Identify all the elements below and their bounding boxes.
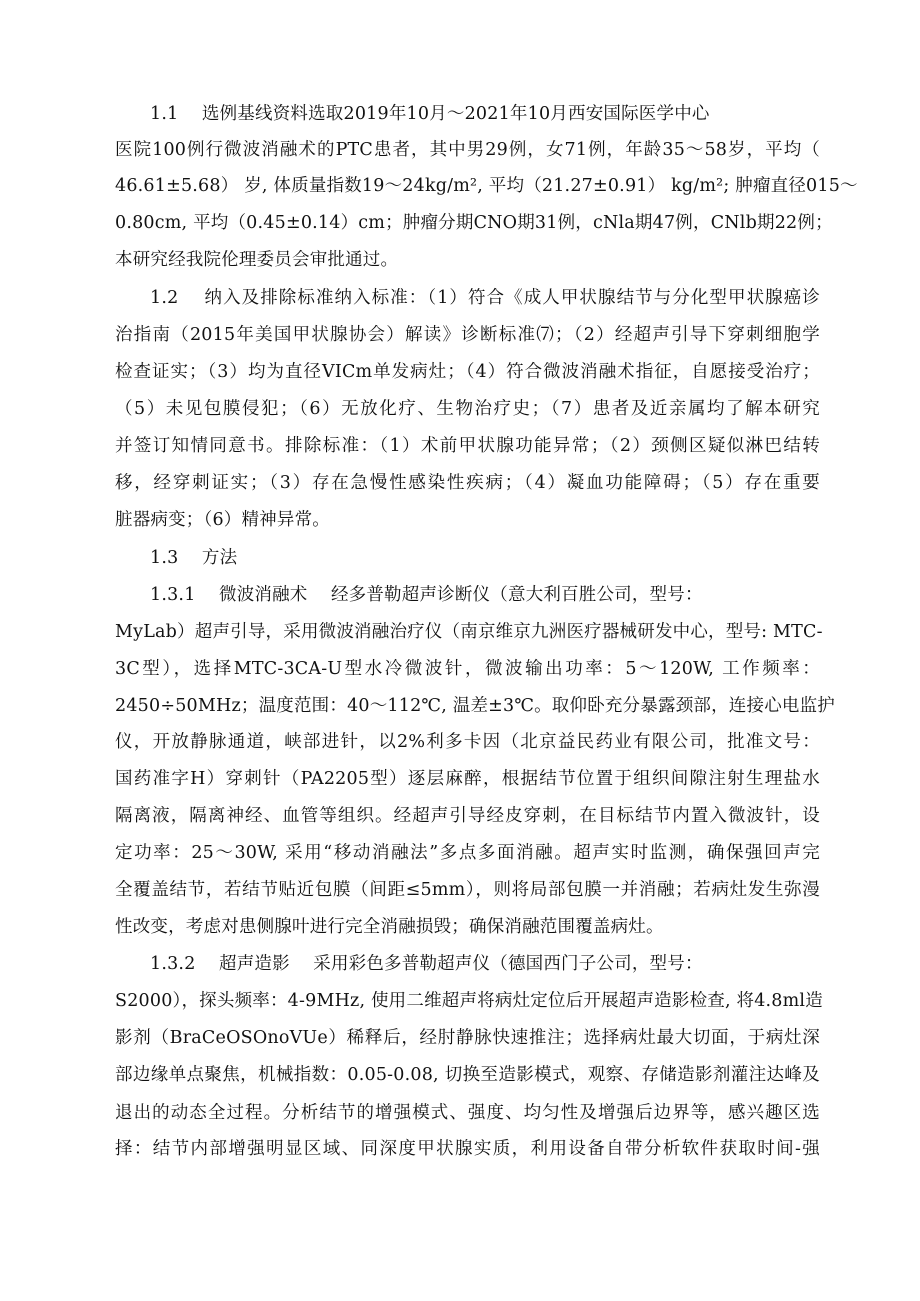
text-line: 移，经穿刺证实；（3）存在急慢性感染性疾病；（4）凝血功能障碍；（5）存在重要 bbox=[115, 473, 820, 493]
text-line: 1.3 方法 bbox=[150, 548, 238, 568]
text-line: 1.2 纳入及排除标准纳入标准：（1）符合《成人甲状腺结节与分化型甲状腺癌诊 bbox=[150, 288, 820, 308]
text-line: 部边缘单点聚焦，机械指数：0.05-0.08, 切换至造影模式，观察、存储造影剂灌注达峰及 bbox=[115, 1065, 820, 1085]
text-line: 隔离液，隔离神经、血管等组织。经超声引导经皮穿刺，在目标结节内置入微波针，设 bbox=[115, 806, 820, 826]
text-line: 定功率：25～30W, 采用“移动消融法”多点多面消融。超声实时监测，确保强回声完 bbox=[115, 843, 820, 863]
text-line: 择：结节内部增强明显区域、同深度甲状腺实质，利用设备自带分析软件获取时间-强 bbox=[115, 1139, 820, 1159]
text-line: 本研究经我院伦理委员会审批通过。 bbox=[115, 250, 399, 270]
text-line: 1.3.1 微波消融术 经多普勒超声诊断仪（意大利百胜公司，型号： bbox=[150, 585, 703, 605]
text-line: 影剂（BraCeOSOnoVUe）稀释后，经肘静脉快速推注；选择病灶最大切面，于病灶深 bbox=[115, 1028, 820, 1048]
text-line: 脏器病变；（6）精神异常。 bbox=[115, 510, 330, 530]
text-line: 国药准字H）穿刺针（PA2205型）逐层麻醉，根据结节位置于组织间隙注射生理盐水 bbox=[115, 769, 820, 789]
text-line: 1.3.2 超声造影 采用彩色多普勒超声仪（德国西门子公司，型号： bbox=[150, 954, 703, 974]
text-line: 检查证实；（3）均为直径VICm单发病灶；（4）符合微波消融术指征，自愿接受治疗； bbox=[115, 362, 820, 382]
text-line: MyLab）超声引导，采用微波消融治疗仪（南京维京九洲医疗器械研发中心，型号: MTC- bbox=[115, 622, 823, 642]
text-line: 2450÷50MHz；温度范围：40～112℃, 温差±3℃。取仰卧充分暴露颈部，连接心电监护 bbox=[115, 696, 836, 716]
text-line: 治指南（2015年美国甲状腺协会）解读》诊断标准⑺；（2）经超声引导下穿刺细胞学 bbox=[115, 325, 820, 345]
text-line: 全覆盖结节，若结节贴近包膜（间距≤5mm），则将局部包膜一并消融；若病灶发生弥漫 bbox=[115, 880, 820, 900]
text-line: S2000），探头频率：4-9MHz, 使用二维超声将病灶定位后开展超声造影检查, 将4.8ml造 bbox=[115, 991, 823, 1011]
text-line: 3C型），选择MTC-3CA-U型水冷微波针，微波输出功率：5～120W, 工作频率： bbox=[115, 659, 820, 679]
text-line: 46.61±5.68） 岁, 体质量指数19～24kg/m², 平均（21.27±0.91） kg/m²; 肿瘤直径015～ bbox=[115, 176, 858, 196]
text-line: 医院100例行微波消融术的PTC患者，其中男29例，女71例，年龄35～58岁，平均（ bbox=[115, 140, 820, 160]
text-line: 并签订知情同意书。排除标准：（1）术前甲状腺功能异常；（2）颈侧区疑似淋巴结转 bbox=[115, 436, 820, 456]
text-line: 1.1 选例基线资料选取2019年10月～2021年10月西安国际医学中心 bbox=[150, 104, 710, 124]
text-line: 退出的动态全过程。分析结节的增强模式、强度、均匀性及增强后边界等，感兴趣区选 bbox=[115, 1103, 820, 1123]
text-line: （5）未见包膜侵犯；（6）无放化疗、生物治疗史；（7）患者及近亲属均了解本研究 bbox=[115, 399, 820, 419]
text-line: 仪，开放静脉通道，峡部进针，以2%利多卡因（北京益民药业有限公司，批准文号： bbox=[115, 732, 820, 752]
text-line: 0.80cm, 平均（0.45±0.14）cm；肿瘤分期CNO期31例，cNla期47例，CNlb期22例； bbox=[115, 213, 833, 233]
text-line: 性改变，考虑对患侧腺叶进行完全消融损毁；确保消融范围覆盖病灶。 bbox=[115, 917, 664, 937]
